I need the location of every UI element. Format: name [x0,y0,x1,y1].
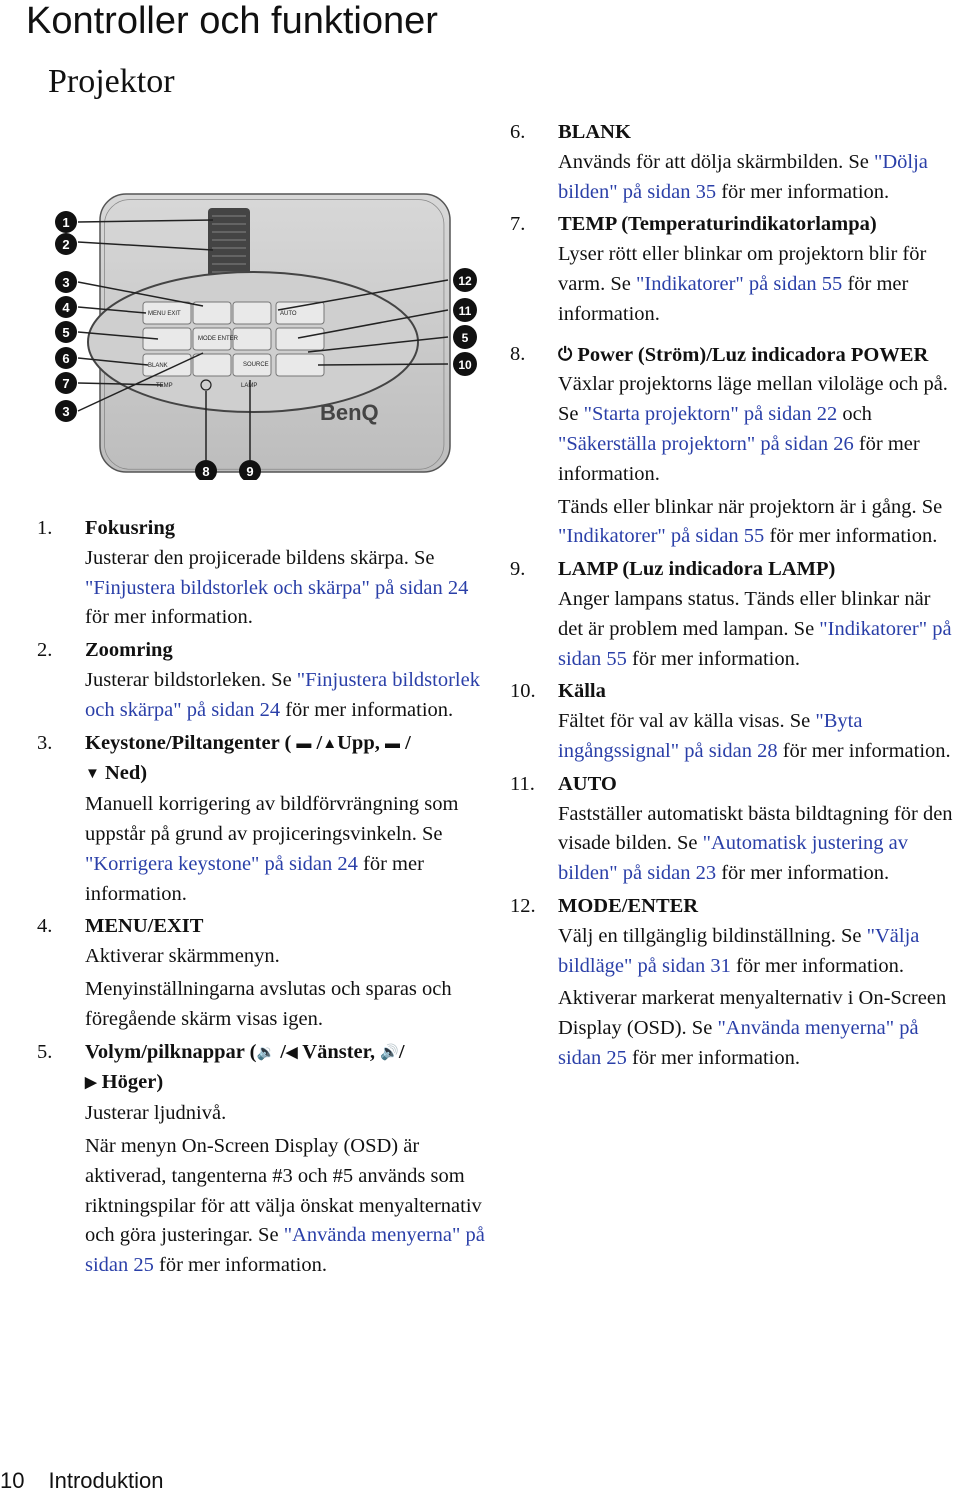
keystone-icon: ▬ [296,735,312,752]
benq-logo: BenQ [320,400,379,425]
left-arrow-icon: ◀ [285,1044,298,1061]
lamp-label: LAMP [241,383,258,389]
projector-diagram [48,180,496,480]
footer [0,1468,187,1494]
item-8: 8. ⏻ Power (Ström)/Luz indicadora POWER Växlar projektorns läge mellan viloläge och på. Se "Starta projektorn" på sidan 22 och "Säkerställa projektorn" på sidan 26 för mer information. Tänds eller blinkar när projektorn är i gång. Se "Indikatorer" på sidan 55 för mer information. [510,340,955,553]
left-column [37,514,497,1284]
callout-1: 1 [62,215,70,230]
callout-3: 3 [62,275,70,290]
callout-10: 10 [458,358,472,372]
item-3: 3. Keystone/Piltangenter ( ▬ /▲Upp, ▬ / ▼ Ned) Manuell korrigering av bildförvrängning som uppstår på grund av projiceringsvinkeln. Se "Korrigera keystone" på sidan 24 för mer information. [37,731,459,905]
callout-5b: 5 [461,331,469,345]
link-finjustera-1[interactable]: "Finjustera bildstorlek och skärpa" på sidan 24 [85,576,469,599]
callout-2: 2 [62,237,70,252]
right-arrow-icon: ▶ [85,1075,97,1092]
link-finjustera-2[interactable]: "Finjustera bildstorlek och skärpa" på sidan 24 [85,668,480,721]
volume-up-icon: 🔊 [380,1044,399,1061]
item-9: 9. LAMP (Luz indicadora LAMP) Anger lampans status. Tänds eller blinkar när det är problem med lampan. Se "Indikatorer" på sidan 55 för mer information. [510,558,952,670]
item-4: 4. MENU/EXIT Aktiverar skärmmenyn. Menyinställningarna avslutas och sparas och föregående skärm visas igen. [37,915,452,1030]
mode-label: MODE ENTER [198,336,239,342]
focus-zoom-ring [208,208,250,278]
down-arrow-icon: ▼ [85,766,100,783]
page-title: Kontroller och funktioner [26,0,438,42]
power-icon-text: ⏻ [558,343,573,364]
item-2: 2. Zoomring Justerar bildstorleken. Se "Finjustera bildstorlek och skärpa" på sidan 24 för mer information. [37,639,480,721]
item-5: 5. Volym/pilknappar (🔉 /◀ Vänster, 🔊/ ▶ Höger) Justerar ljudnivå. När menyn On-Screen Display (OSD) är aktiverad, tangenterna #3 och #5 används som riktningspilar för att välja önskat menyalternativ och göra justeringar. Se "Använda menyerna" på sidan 25 för mer information. [37,1040,485,1277]
blank-label: BLANK [148,363,168,369]
link-indikatorer-1[interactable]: "Indikatorer" på sidan 55 [636,272,843,295]
item-12: 12. MODE/ENTER Välj en tillgänglig bildinställning. Se "Välja bildläge" på sidan 31 för mer information. Aktiverar markerat menyalternativ i On-Screen Display (OSD). Se "Använda menyerna" på sidan 25 för mer information. [510,894,947,1069]
callout-8: 8 [202,464,210,479]
section-name: Introduktion [48,1468,164,1493]
callout-4: 4 [62,300,70,315]
item-6: 6. BLANK Används för att dölja skärmbilden. Se "Dölja bilden" på sidan 35 för mer information. [510,121,928,203]
callout-3b: 3 [62,404,70,419]
item-1: 1. Fokusring Justerar den projicerade bildens skärpa. Se "Finjustera bildstorlek och skärpa" på sidan 24 för mer information. [37,517,469,629]
link-starta[interactable]: "Starta projektorn" på sidan 22 [583,403,838,426]
callout-9: 9 [246,464,254,479]
link-byta[interactable]: "Byta ingångssignal" på sidan 28 [558,710,863,762]
menu-label: MENU EXIT [148,311,181,317]
right-column [510,118,955,1077]
callout-6: 6 [62,351,70,366]
link-keystone[interactable]: "Korrigera keystone" på sidan 24 [85,852,358,875]
temp-label: TEMP [156,383,173,389]
link-indikatorer-3[interactable]: "Indikatorer" på sidan 55 [558,617,952,670]
page-number: 10 [0,1468,25,1493]
callout-7: 7 [62,376,70,391]
item-10: 10. Källa Fältet för val av källa visas. Se "Byta ingångssignal" på sidan 28 för mer information. [510,680,951,762]
item-7: 7. TEMP (Temperaturindikatorlampa) Lyser rött eller blinkar om projektorn blir för varm. Se "Indikatorer" på sidan 55 för mer information. [510,213,927,325]
callout-12: 12 [458,274,472,288]
item-11: 11. AUTO Fastställer automatiskt bästa bildtagning för den visade bilden. Se "Automatisk justering av bilden" på sidan 23 för mer information. [510,772,953,885]
link-indikatorer-2[interactable]: "Indikatorer" på sidan 55 [558,525,765,548]
keystone-icon-2: ▬ [384,735,400,752]
link-automatisk[interactable]: "Automatisk justering av bilden" på sidan 23 [558,832,908,885]
link-dolja[interactable]: "Dölja bilden" på sidan 35 [558,150,928,203]
link-anvanda-menyerna-1[interactable]: "Använda menyerna" på sidan 25 [85,1224,485,1277]
auto-label: AUTO [280,311,297,317]
link-sakerstalla[interactable]: "Säkerställa projektorn" på sidan 26 [558,432,854,455]
source-label: SOURCE [243,362,269,368]
link-valja-bildlage[interactable]: "Välja bildläge" på sidan 31 [558,924,920,977]
link-anvanda-menyerna-2[interactable]: "Använda menyerna" på sidan 25 [558,1017,919,1069]
up-arrow-icon: ▲ [322,735,338,752]
callout-11: 11 [458,304,472,318]
volume-down-icon: 🔉 [256,1044,276,1061]
callout-5: 5 [62,325,70,340]
page-subtitle: Projektor [48,63,175,100]
